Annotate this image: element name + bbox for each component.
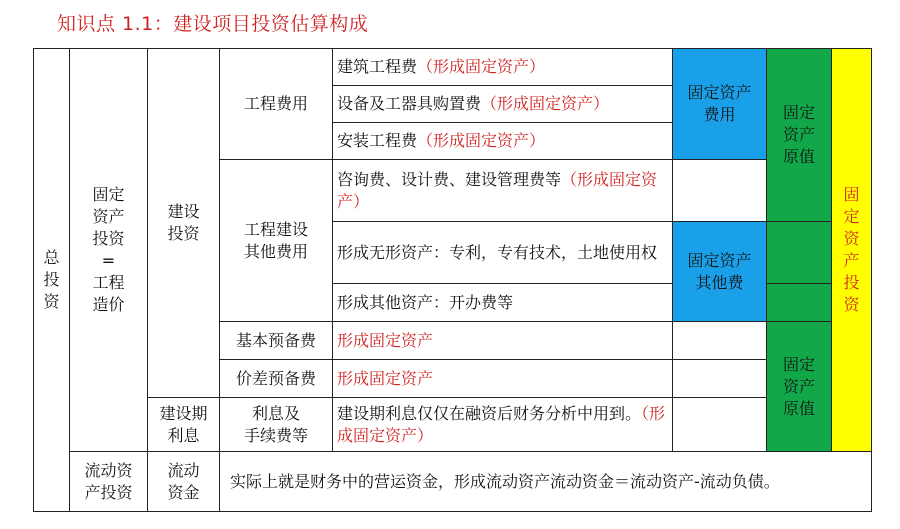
fixed-asset-cost-label: 固定资产 费用 [687, 83, 752, 124]
row-text: 建筑工程费 [337, 57, 418, 76]
basic-reserve-note: 形成固定资产 [333, 322, 673, 360]
fixed-asset-original-value-label-1: 固定 资产 原值 [782, 103, 815, 166]
fixed-asset-investment-label: 固定 资产 投资 = 工程 造价 [92, 185, 125, 314]
row-intangible-assets [333, 222, 673, 284]
working-capital-label: 流动 资金 [167, 460, 200, 502]
engineering-cost-label: 工程费用 [243, 94, 308, 113]
row-note: （形成固定资产） [417, 57, 546, 76]
row-note: （形成固定资产） [337, 403, 666, 445]
construction-interest-cell [148, 398, 220, 452]
fixed-asset-other-cost-cell [673, 222, 767, 322]
row-note: （形成固定资产） [417, 131, 546, 150]
fixed-asset-original-value-cell-2 [767, 322, 832, 452]
row-interest-note [333, 398, 673, 452]
fixed-asset-investment-cell [70, 49, 148, 452]
fixed-asset-cost-cell [673, 49, 767, 160]
construction-investment-cell [148, 49, 220, 398]
total-investment-label: 总 投 资 [43, 248, 60, 311]
interest-fees-cell [220, 398, 333, 452]
fixed-asset-original-value-label-2: 固定 资产 原值 [782, 354, 815, 418]
fixed-asset-investment-yellow-label: 固 定 资 产 投 资 [843, 185, 860, 314]
total-investment-cell [34, 49, 70, 512]
price-reserve-note: 形成固定资产 [333, 360, 673, 398]
other-cost-label: 工程建设 其他费用 [243, 219, 308, 261]
blank-cell-3 [673, 398, 767, 452]
row-text: 形成其他资产：开办费等 [337, 292, 514, 312]
row-other-assets [333, 284, 673, 322]
row-text: 形成无形资产：专利，专有技术，土地使用权 [337, 242, 658, 262]
basic-reserve-label: 基本预备费 [235, 330, 316, 350]
row-equipment-cost [333, 86, 673, 123]
working-capital-cell [148, 452, 220, 512]
green-filler-2 [767, 284, 832, 322]
construction-interest-label: 建设期 利息 [159, 403, 208, 445]
green-filler-1 [767, 222, 832, 284]
row-note: （形成固定资产） [481, 94, 610, 113]
row-text: 安装工程费 [337, 131, 418, 150]
investment-table [33, 48, 872, 512]
fixed-asset-investment-yellow-cell [832, 49, 872, 452]
construction-investment-label: 建设 投资 [167, 202, 200, 243]
engineering-cost-cell [220, 49, 333, 160]
liquid-asset-investment-cell [70, 452, 148, 512]
liquid-description: 实际上就是财务中的营运资金，形成流动资产流动资金＝流动资产-流动负债。 [220, 452, 872, 512]
interest-fees-label: 利息及 手续费等 [243, 403, 308, 445]
page-title: 知识点 1.1：建设项目投资估算构成 [57, 13, 369, 35]
price-reserve-label: 价差预备费 [235, 368, 316, 388]
blank-cell-2 [673, 360, 767, 398]
fixed-asset-other-cost-label: 固定资产 其他费 [687, 250, 752, 292]
row-note: （形成固定资产） [337, 169, 658, 211]
price-reserve-cell [220, 360, 333, 398]
blank-cell-1 [673, 322, 767, 360]
row-consulting-cost [333, 160, 673, 222]
liquid-asset-investment-label: 流动资 产投资 [84, 460, 133, 502]
row-text: 建设期利息仅仅在融资后财务分析中用到。 [337, 403, 642, 423]
basic-reserve-cell [220, 322, 333, 360]
row-building-cost [333, 49, 673, 86]
other-cost-cell [220, 160, 333, 322]
row-installation-cost [333, 123, 673, 160]
fixed-asset-original-value-cell-1 [767, 49, 832, 222]
row-text: 咨询费、设计费、建设管理费等 [337, 169, 562, 189]
row-text: 设备及工器具购置费 [337, 94, 482, 113]
